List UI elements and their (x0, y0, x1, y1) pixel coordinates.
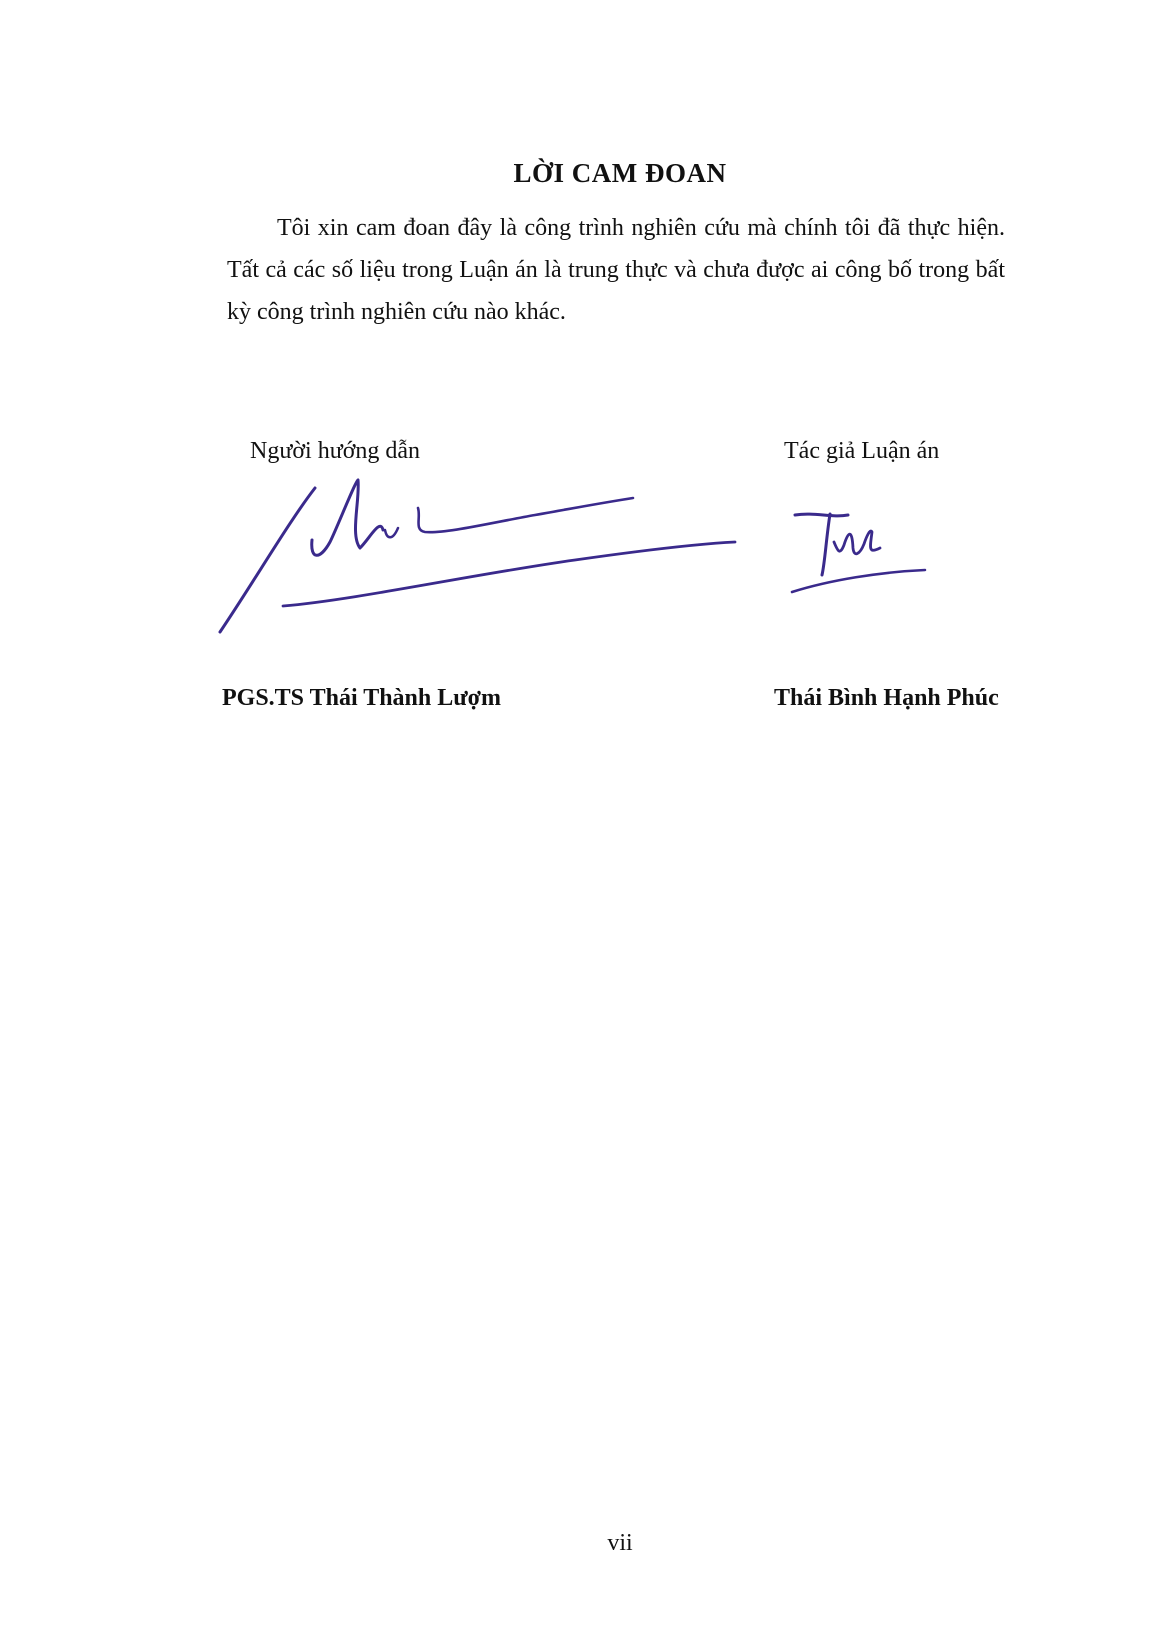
advisor-role-label: Người hướng dẫn (250, 438, 421, 464)
author-signature-icon (790, 510, 990, 630)
advisor-signature-icon (215, 470, 755, 670)
author-name: Thái Bình Hạnh Phúc (774, 685, 999, 711)
advisor-name: PGS.TS Thái Thành Lượm (222, 685, 501, 711)
author-signature-strokes (792, 514, 925, 592)
page-title: LỜI CAM ĐOAN (513, 158, 727, 188)
declaration-paragraph: Tôi xin cam đoan đây là công trình nghiên cứu mà chính tôi đã thực hiện. Tất cả các số liệu trong Luận án là trung thực và chưa được ai công bố trong bất kỳ công trình nghiên cứu nào khác. (227, 215, 1005, 325)
advisor-signature-strokes (220, 480, 735, 632)
author-role-label: Tác giả Luận án (784, 438, 940, 464)
page-number: vii (607, 1530, 633, 1556)
